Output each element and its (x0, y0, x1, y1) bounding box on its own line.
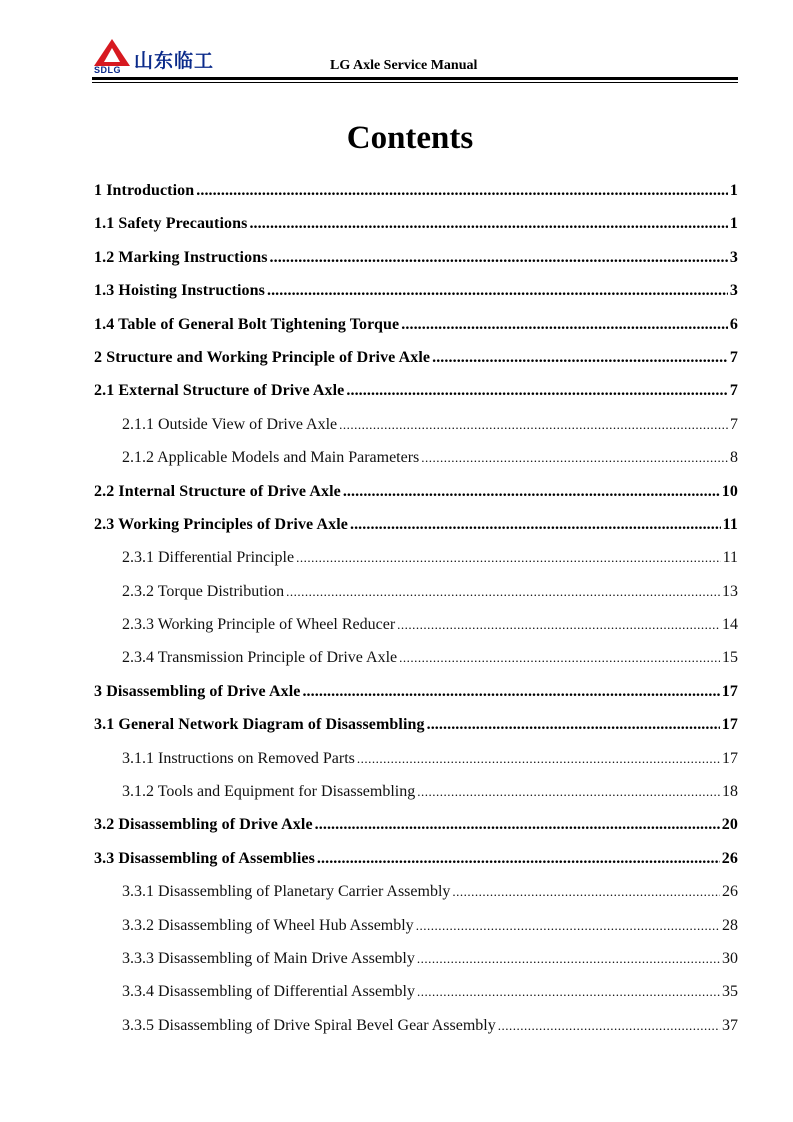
toc-entry-section[interactable] (94, 679, 738, 712)
toc-page-number: 6 (729, 315, 738, 333)
toc-entry-title: 3.2 Disassembling of Drive Axle (94, 816, 313, 834)
toc-page-number: 37 (722, 1016, 738, 1034)
toc-dot-leader (339, 412, 728, 438)
toc-entry-subsection[interactable] (94, 545, 738, 578)
manual-title: LG Axle Service Manual (330, 58, 478, 73)
toc-page-number: 17 (721, 682, 738, 700)
toc-entry-subsection[interactable] (94, 946, 738, 979)
toc-page-number: 15 (722, 649, 738, 667)
toc-entry-subsection[interactable] (94, 645, 738, 678)
toc-page-number: 30 (722, 949, 738, 967)
toc-dot-leader (302, 679, 719, 705)
toc-entry-subsection[interactable] (94, 445, 738, 478)
toc-entry-subsection[interactable] (94, 779, 738, 812)
toc-dot-leader (417, 779, 720, 805)
toc-entry-section[interactable] (94, 479, 738, 512)
table-of-contents (94, 178, 738, 1046)
toc-page-number: 11 (722, 515, 738, 533)
sdlg-logo (92, 38, 242, 78)
toc-dot-leader (397, 612, 720, 638)
toc-page-number: 13 (722, 582, 738, 600)
toc-entry-section[interactable] (94, 245, 738, 278)
toc-page-number: 18 (722, 783, 738, 801)
toc-entry-title: 2.1.1 Outside View of Drive Axle (122, 415, 338, 433)
toc-entry-title: 1.1 Safety Precautions (94, 215, 248, 233)
toc-entry-section[interactable] (94, 378, 738, 411)
contents-title: Contents (346, 120, 474, 156)
toc-entry-title: 2.1 External Structure of Drive Axle (94, 382, 345, 400)
toc-dot-leader (401, 312, 728, 338)
toc-dot-leader (267, 278, 728, 304)
toc-entry-title: 2.1.2 Applicable Models and Main Parameters (122, 449, 420, 467)
toc-dot-leader (452, 879, 720, 905)
toc-entry-title: 3.1.2 Tools and Equipment for Disassembling (122, 783, 416, 801)
toc-entry-title: 1.2 Marking Instructions (94, 248, 268, 266)
toc-dot-leader (399, 645, 720, 671)
toc-entry-title: 3.1.1 Instructions on Removed Parts (122, 749, 355, 767)
toc-entry-subsection[interactable] (94, 979, 738, 1012)
toc-page-number: 14 (722, 616, 738, 634)
toc-entry-title: 1 Introduction (94, 182, 195, 199)
toc-page-number: 26 (722, 883, 738, 901)
toc-entry-subsection[interactable] (94, 612, 738, 645)
toc-page-number: 17 (722, 749, 738, 767)
toc-dot-leader (421, 445, 728, 471)
toc-dot-leader (427, 712, 720, 738)
toc-page-number: 26 (721, 849, 738, 867)
toc-dot-leader (296, 545, 720, 571)
toc-page-number: 7 (729, 348, 738, 366)
toc-entry-section[interactable] (94, 211, 738, 244)
toc-page-number: 17 (721, 716, 738, 734)
toc-dot-leader (416, 913, 720, 939)
toc-entry-subsection[interactable] (94, 879, 738, 912)
toc-dot-leader (350, 512, 721, 538)
toc-entry-title: 2.3.1 Differential Principle (122, 549, 295, 567)
toc-dot-leader (343, 479, 720, 505)
toc-dot-leader (286, 579, 720, 605)
toc-dot-leader (417, 979, 720, 1005)
logo-english-text: SDLG (94, 65, 122, 75)
toc-page-number: 3 (729, 282, 738, 300)
toc-entry-title: 2.3 Working Principles of Drive Axle (94, 515, 348, 533)
toc-dot-leader (346, 378, 728, 404)
toc-entry-section[interactable] (94, 812, 738, 845)
sdlg-triangle-icon (92, 38, 132, 68)
toc-entry-subsection[interactable] (94, 1013, 738, 1046)
toc-entry-section[interactable] (94, 345, 738, 378)
toc-entry-subsection[interactable] (94, 579, 738, 612)
toc-dot-leader (270, 245, 728, 271)
toc-entry-subsection[interactable] (94, 746, 738, 779)
toc-entry-title: 2 Structure and Working Principle of Drive Axle (94, 348, 431, 366)
toc-entry-title: 3 Disassembling of Drive Axle (94, 682, 301, 700)
logo-chinese-text: 山东临工 (134, 50, 215, 72)
toc-entry-subsection[interactable] (94, 412, 738, 445)
toc-page-number: 1 (729, 182, 738, 199)
toc-entry-section[interactable] (94, 712, 738, 745)
toc-entry-title: 3.3.1 Disassembling of Planetary Carrier Assembly (122, 883, 451, 901)
toc-page-number: 35 (722, 983, 738, 1001)
toc-entry-section[interactable] (94, 512, 738, 545)
header-rule-thin (92, 82, 738, 83)
toc-entry-title: 1.4 Table of General Bolt Tightening Torque (94, 315, 400, 333)
toc-page-number: 7 (730, 415, 738, 433)
toc-dot-leader (317, 846, 720, 872)
toc-page-number: 1 (729, 215, 738, 233)
toc-page-number: 11 (722, 549, 738, 567)
page-header (92, 38, 738, 82)
toc-entry-title: 3.3.2 Disassembling of Wheel Hub Assembly (122, 916, 414, 934)
toc-dot-leader (432, 345, 728, 371)
toc-dot-leader (315, 812, 720, 838)
toc-entry-title: 3.3.4 Disassembling of Differential Assembly (122, 983, 415, 1001)
toc-entry-title: 2.3.4 Transmission Principle of Drive Axle (122, 649, 398, 667)
header-rule-thick (92, 77, 738, 80)
toc-page-number: 10 (721, 482, 738, 500)
toc-page-number: 28 (722, 916, 738, 934)
toc-entry-title: 2.3.2 Torque Distribution (122, 582, 285, 600)
toc-entry-section[interactable] (94, 846, 738, 879)
toc-entry-title: 3.1 General Network Diagram of Disassembling (94, 716, 425, 734)
toc-entry-title: 3.3 Disassembling of Assemblies (94, 849, 315, 867)
toc-entry-section[interactable] (94, 312, 738, 345)
toc-dot-leader (357, 746, 720, 772)
toc-entry-title: 3.3.5 Disassembling of Drive Spiral Bevel Gear Assembly (122, 1016, 496, 1034)
toc-entry-section[interactable] (94, 178, 738, 211)
toc-dot-leader (249, 211, 727, 237)
toc-page-number: 3 (729, 248, 738, 266)
toc-page-number: 20 (721, 816, 738, 834)
toc-entry-subsection[interactable] (94, 913, 738, 946)
toc-entry-title: 2.2 Internal Structure of Drive Axle (94, 482, 341, 500)
toc-entry-section[interactable] (94, 278, 738, 311)
toc-entry-title: 1.3 Hoisting Instructions (94, 282, 265, 300)
toc-dot-leader (417, 946, 720, 972)
toc-page-number: 8 (730, 449, 738, 467)
toc-dot-leader (498, 1013, 720, 1039)
toc-page-number: 7 (729, 382, 738, 400)
toc-entry-title: 2.3.3 Working Principle of Wheel Reducer (122, 616, 396, 634)
toc-dot-leader (196, 178, 728, 204)
toc-entry-title: 3.3.3 Disassembling of Main Drive Assembly (122, 949, 415, 967)
